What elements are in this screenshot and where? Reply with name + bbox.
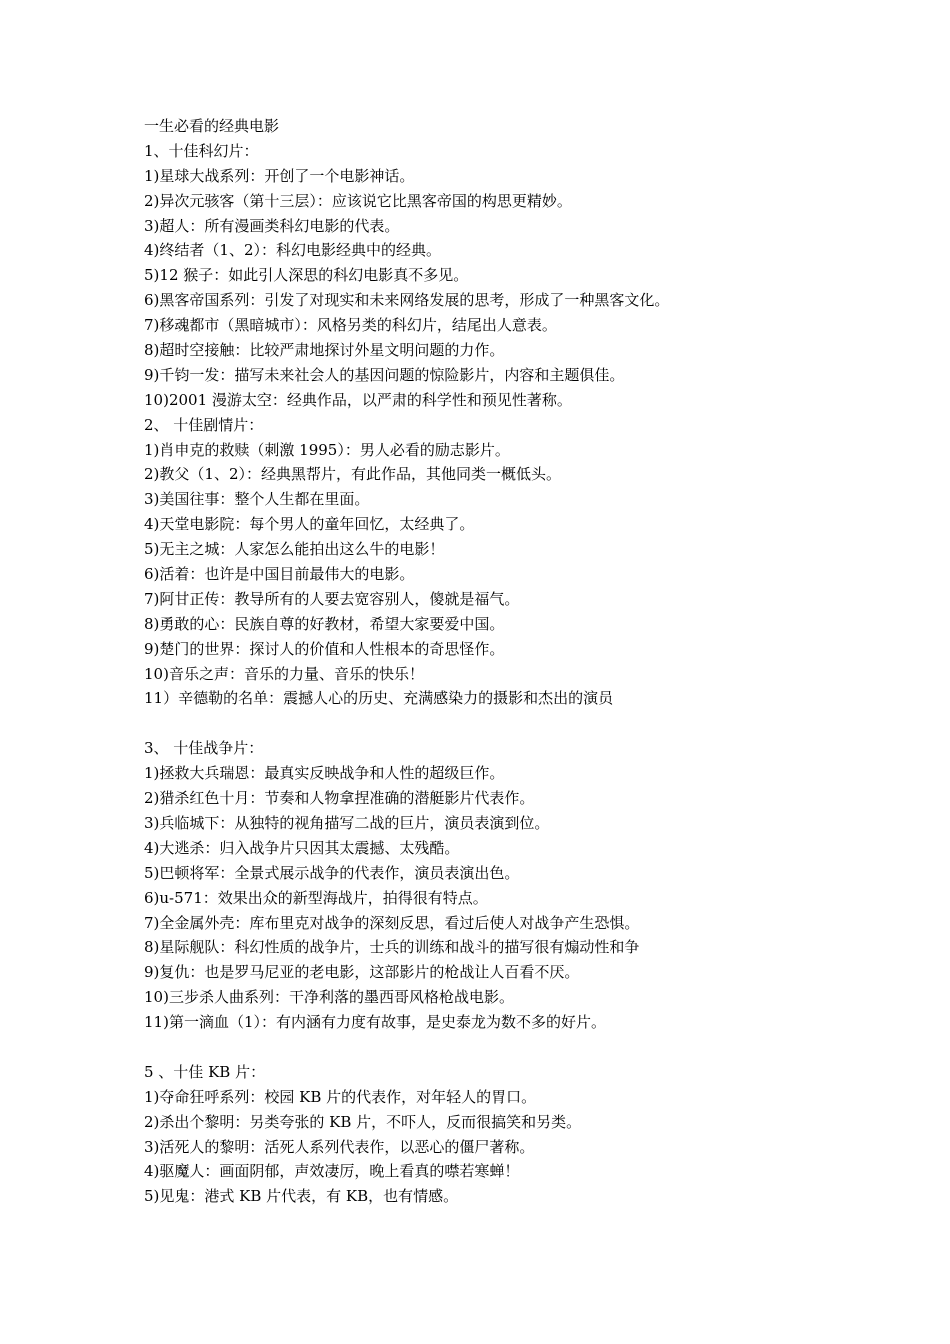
list-item: 5)见鬼：港式 KB 片代表，有 KB，也有情感。	[144, 1187, 459, 1206]
list-item: 2)猎杀红色十月：节奏和人物拿捏准确的潜艇影片代表作。	[144, 789, 535, 808]
section-heading: 2、 十佳剧情片：	[144, 415, 264, 434]
list-item: 8)星际舰队：科幻性质的战争片，士兵的训练和战斗的描写很有煽动性和争	[144, 938, 640, 957]
list-item: 4)大逃杀：归入战争片只因其太震撼、太残酷。	[144, 838, 460, 857]
list-item: 2)杀出个黎明：另类夸张的 KB 片，不吓人，反而很搞笑和另类。	[144, 1112, 582, 1131]
list-item: 10)音乐之声：音乐的力量、音乐的快乐！	[144, 664, 424, 683]
section-heading: 1、十佳科幻片：	[144, 141, 259, 160]
section-heading: 3、 十佳战争片：	[144, 739, 264, 758]
list-item: 1)肖申克的救赎（刺激 1995）：男人必看的励志影片。	[144, 440, 510, 459]
list-item: 3)活死人的黎明：活死人系列代表作，以恶心的僵尸著称。	[144, 1137, 535, 1156]
list-item: 10)三步杀人曲系列：干净利落的墨西哥风格枪战电影。	[144, 988, 514, 1007]
list-item: 1)星球大战系列：开创了一个电影神话。	[144, 166, 415, 185]
list-item: 3)超人：所有漫画类科幻电影的代表。	[144, 216, 400, 235]
list-item: 1)拯救大兵瑞恩：最真实反映战争和人性的超级巨作。	[144, 764, 505, 783]
list-item: 11）辛德勒的名单：震撼人心的历史、充满感染力的摄影和杰出的演员	[144, 689, 614, 708]
list-item: 2)教父（1、2）：经典黑帮片，有此作品，其他同类一概低头。	[144, 465, 561, 484]
section-heading: 5 、十佳 KB 片：	[144, 1062, 266, 1081]
section-horror	[144, 1060, 884, 1209]
list-item: 7)阿甘正传：教导所有的人要去宽容别人，傻就是福气。	[144, 589, 520, 608]
list-item: 8)勇敢的心：民族自尊的好教材，希望大家要爱中国。	[144, 614, 505, 633]
list-item: 9)楚门的世界：探讨人的价值和人性根本的奇思怪作。	[144, 639, 505, 658]
list-item: 6)u-571：效果出众的新型海战片，拍得很有特点。	[144, 888, 488, 907]
list-item: 7)全金属外壳：库布里克对战争的深刻反思，看过后使人对战争产生恐惧。	[144, 913, 640, 932]
section-scifi	[144, 139, 884, 413]
list-item: 3)兵临城下：从独特的视角描写二战的巨片，演员表演到位。	[144, 813, 550, 832]
list-item: 5)12 猴子：如此引人深思的科幻电影真不多见。	[144, 266, 469, 285]
list-item: 9)复仇：也是罗马尼亚的老电影，这部影片的枪战让人百看不厌。	[144, 963, 580, 982]
list-item: 7)移魂都市（黑暗城市）：风格另类的科幻片，结尾出人意表。	[144, 316, 557, 335]
blank-line	[144, 1035, 884, 1060]
blank-line	[144, 711, 884, 736]
list-item: 4)终结者（1、2）：科幻电影经典中的经典。	[144, 241, 441, 260]
list-item: 6)活着：也许是中国目前最伟大的电影。	[144, 565, 415, 584]
list-item: 1)夺命狂呼系列：校园 KB 片的代表作，对年轻人的胃口。	[144, 1087, 537, 1106]
list-item: 5)巴顿将军：全景式展示战争的代表作，演员表演出色。	[144, 863, 520, 882]
list-item: 10)2001 漫游太空：经典作品，以严肃的科学性和预见性著称。	[144, 390, 572, 409]
list-item: 11)第一滴血（1）：有内涵有力度有故事，是史泰龙为数不多的好片。	[144, 1013, 606, 1032]
list-item: 2)异次元骇客（第十三层）：应该说它比黑客帝国的构思更精妙。	[144, 191, 572, 210]
list-item: 9)千钧一发：描写未来社会人的基因问题的惊险影片，内容和主题俱佳。	[144, 365, 625, 384]
document-page	[144, 114, 884, 1209]
section-war	[144, 736, 884, 1035]
list-item: 4)天堂电影院：每个男人的童年回忆，太经典了。	[144, 515, 475, 534]
list-item: 3)美国往事：整个人生都在里面。	[144, 490, 370, 509]
list-item: 4)驱魔人：画面阴郁，声效凄厉，晚上看真的噤若寒蝉！	[144, 1162, 520, 1181]
list-item: 8)超时空接触：比较严肃地探讨外星文明问题的力作。	[144, 341, 505, 360]
list-item: 6)黑客帝国系列：引发了对现实和未来网络发展的思考，形成了一种黑客文化。	[144, 291, 670, 310]
list-item: 5)无主之城：人家怎么能拍出这么牛的电影！	[144, 540, 445, 559]
document-title: 一生必看的经典电影	[144, 117, 280, 135]
section-drama	[144, 413, 884, 712]
